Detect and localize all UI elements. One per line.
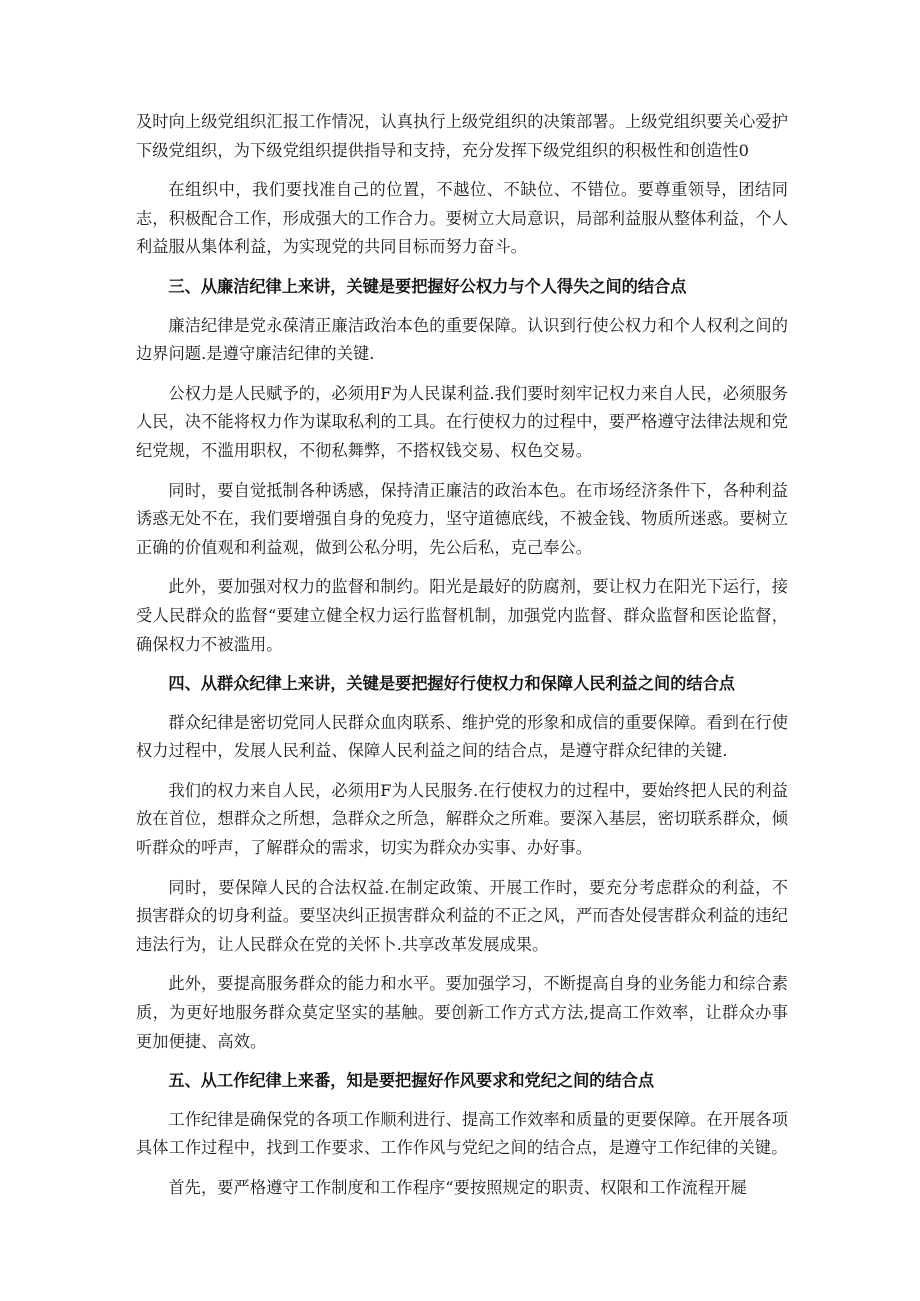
paragraph-5-2: 首先，要严格遵守工作制度和工作程序“要按照规定的职责、权限和工作流程开屣 xyxy=(168,1178,747,1197)
paragraph-4-4: 此外，要提高服务群众的能力和水平。要加强学习，不断提高自身的业务能力和综合素质，为更好地服务群众莫定坚实的基触。要创新工作方式方法,提高工作效率，让群众办事更加便捷、高效。 xyxy=(136,974,788,1051)
paragraph-2: 在组织中，我们要找准自己的位置，不越位、不缺位、不错位。要尊重领导，团结同志，积极配合工作，形成强大的工作合力。要树立大局意识，局部利益服从整体利益，个人利益服从集体利益，为实现党的共同目标而努力奋斗。 xyxy=(136,180,788,257)
paragraph-5-1: 工作纪律是确保党的各项工作顺利进行、提高工作效率和质量的更要保障。在开展各项具体工作过程中，找到工作要求、工作作风与党纪之间的结合点，是遵守工作纪律的关键。 xyxy=(136,1109,788,1158)
paragraph-1: 及时向上级党组织汇报工作情况，认真执行上级党组织的决策部署。上级党组织要关心爱护下级党组织，为下级党组织提供指导和支持，充分发挥下级党组织的积极性和创造性0 xyxy=(136,112,788,160)
paragraph-3-1: 廉洁纪律是党永葆清正廉洁政治本色的重要保障。认识到行使公权力和个人权利之间的边界问题.是遵守廉洁纪律的关键. xyxy=(136,315,788,364)
document-page xyxy=(136,108,788,1214)
section-heading-3: 三、从廉洁纪律上来讲，关键是要把握好公权力与个人得失之间的结合点 xyxy=(168,276,687,296)
paragraph-3-3: 同时，要自觉抵制各种诱感，保持清正廉洁的政治本色。在市场经济条件下，各种利益诱惑无处不在，我们要增强自身的免疫力，坚守道德底线，不被金钱、物质所迷惑。要树立正确的价值观和利益观，做到公私分明，先公后私，克己奉公。 xyxy=(136,480,788,557)
section-heading-4: 四、从群众纪律上来讲，关键是要把握好行使权力和保障人民利益之间的结合点 xyxy=(168,674,735,694)
paragraph-4-3: 同时，要保障人民的合法权益.在制定政策、开展工作时，要充分考虑群众的利益，不损害群众的切身利益。要坚决纠正损害群众利益的不正之风，严而杳处侵害群众利益的违纪违法行为，让人民群众在党的关怀卜.共享改革发展成果。 xyxy=(136,877,788,954)
section-heading-5: 五、从工作纪律上来番，知是要把握好作风要求和党纪之间的结合点 xyxy=(168,1071,655,1091)
paragraph-3-2: 公权力是人民赋予的，必须用F为人民谋利益.我们要时刻牢记权力来自人民，必须服务人民，决不能将权力作为谋取私利的工具。在行使权力的过程中，要严格遵守法律法规和党纪党规，不滥用职权，不彻私舞弊，不搭权钱交易、权色交易。 xyxy=(136,383,788,460)
paragraph-4-2: 我们的权力来自人民，必须用F为人民服务.在行使权力的过程中，要始终把人民的利益放在首位，想群众之所想，急群众之所急，解群众之所难。要深入基层，密切联系群众，倾听群众的呼声，了解群众的需求，切实为群众办实事、办好事。 xyxy=(136,780,788,858)
paragraph-4-1: 群众纪律是密切党同人民群众血肉联系、维护党的形象和成信的重要保障。看到在行使权力过程中，发展人民利益、保障人民利益之间的结合点，是遵守群众纪律的关键. xyxy=(136,712,788,761)
paragraph-3-4: 此外，要加强对权力的监督和制约。阳光是最好的防腐剂，要让权力在阳光下运行，接受人民群众的监督“要建立健全权力运行监督机制，加强党内监督、群众监督和医论监督，确保权力不被滥用。 xyxy=(136,577,788,654)
